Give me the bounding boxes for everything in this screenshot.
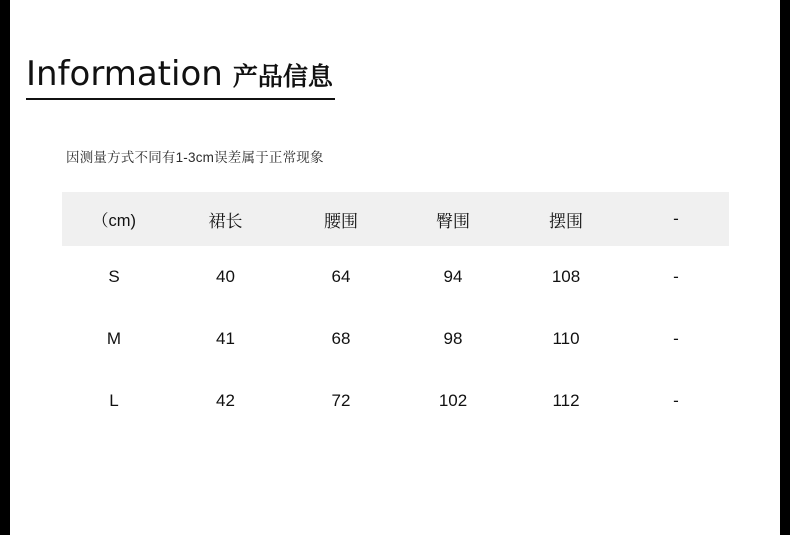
table-cell-size: M xyxy=(62,308,166,370)
measurement-note: 因测量方式不同有1-3cm误差属于正常现象 xyxy=(66,150,324,165)
table-row xyxy=(62,308,729,370)
table-cell: - xyxy=(623,370,729,432)
left-edge-bar xyxy=(0,0,10,535)
table-cell: 94 xyxy=(397,246,509,308)
table-cell: 98 xyxy=(397,308,509,370)
right-edge-bar xyxy=(780,0,790,535)
table-cell: 68 xyxy=(285,308,397,370)
table-header-cell: 腰围 xyxy=(285,192,397,246)
table-row xyxy=(62,246,729,308)
table-row xyxy=(62,370,729,432)
table-cell-size: S xyxy=(62,246,166,308)
page-title-en: Information xyxy=(26,54,223,94)
table-cell: 102 xyxy=(397,370,509,432)
table-header-cell: 摆围 xyxy=(509,192,623,246)
table-cell: 108 xyxy=(509,246,623,308)
table-cell: 40 xyxy=(166,246,285,308)
table-header-cell: 裙长 xyxy=(166,192,285,246)
table-header-cell: 臀围 xyxy=(397,192,509,246)
table-cell: - xyxy=(623,308,729,370)
table-header-row xyxy=(62,192,729,246)
table-cell: 72 xyxy=(285,370,397,432)
table-cell: 110 xyxy=(509,308,623,370)
page-title xyxy=(26,54,335,100)
table-cell: 42 xyxy=(166,370,285,432)
table-cell: - xyxy=(623,246,729,308)
table-cell: 112 xyxy=(509,370,623,432)
table-cell: 64 xyxy=(285,246,397,308)
table-cell-size: L xyxy=(62,370,166,432)
table-cell: 41 xyxy=(166,308,285,370)
table-header-cell: - xyxy=(623,192,729,246)
page-title-cn: 产品信息 xyxy=(232,63,333,91)
size-chart-table xyxy=(62,192,729,432)
table-header-cell: （cm) xyxy=(62,192,166,246)
